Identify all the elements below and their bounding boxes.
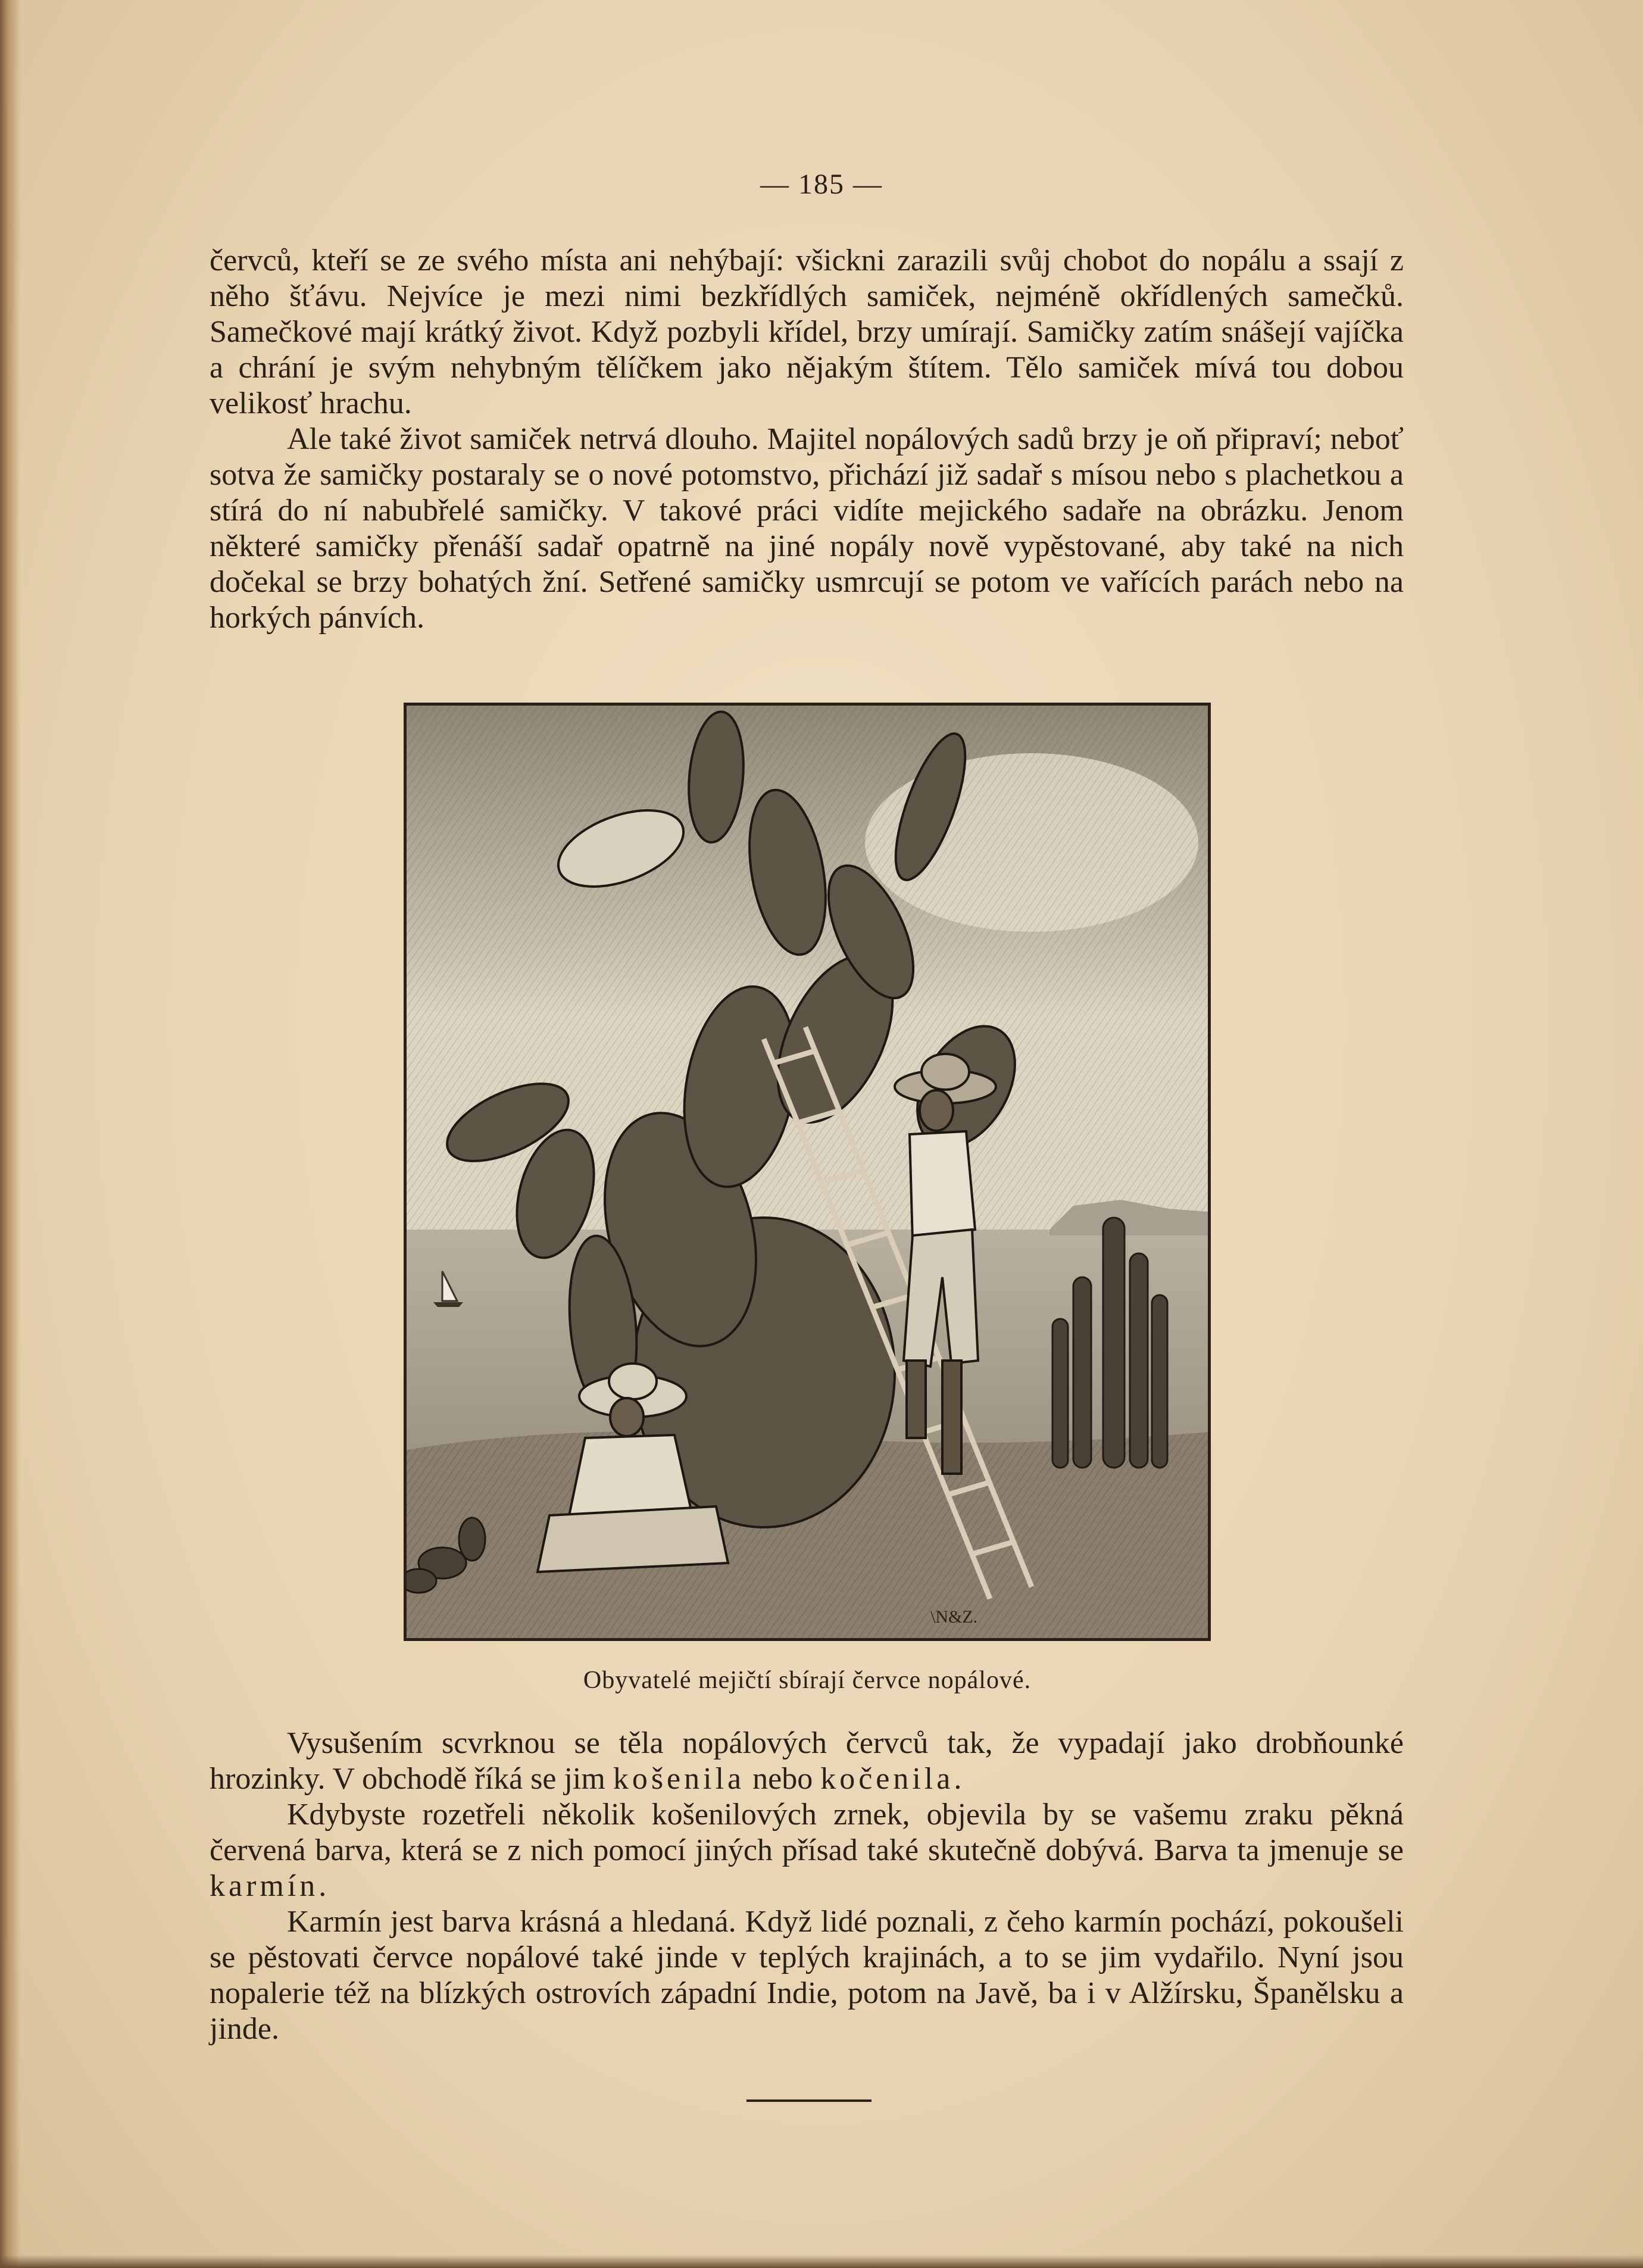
engraving-illustration (407, 706, 1208, 1638)
text-run: Kdybyste rozetřeli několik košenilových zrnek, objevila by se vašemu zraku pěkná červená barva, která se z nich pomocí jiných přísad také skutečně dobývá. Barva ta jmenuje se (210, 1798, 1404, 1867)
engraver-signature: \N&Z. (930, 1607, 978, 1627)
bottom-text-block (210, 1726, 1404, 2047)
text-run: . (954, 1762, 962, 1796)
paragraph-cultivation: Karmín jest barva krásná a hledaná. Když lidé poznali, z čeho karmín pochází, pokoušeli se pěstovati červce nopálové také jinde v teplých krajinách, a to se jim vydařilo. Nyní jsou nopalerie též na blízkých ostrovích západní Indie, potom na Javě, ba i v Alžírsku, Španělsku a jinde. (210, 1905, 1404, 2046)
paragraph-harvest: Ale také život samiček netrvá dlouho. Majitel nopálových sadů brzy je oň připraví; neboť sotva že samičky postaraly se o nové potomstvo, přichází již sadař s mísou nebo s plachetkou a stírá do ní nabubřelé samičky. V takové práci vidíte mejického sadaře na obrázku. Jenom některé samičky přenáší sadař opatrně na jiné nopály nově vypěstované, aby také na nich dočekal se brzy bohatých žní. Setřené samičky usmrcují se potom ve vařících parách nebo na horkých pánvích. (210, 422, 1404, 635)
text-run: Vysušením scvrknou se těla nopálových červců tak, že vypadají jako drobňounké hrozinky. V obchodě říká se jim (210, 1726, 1404, 1796)
term-karmin: karmín (210, 1869, 319, 1903)
term-kocenila: kočenila (820, 1762, 954, 1796)
page-bottom-edge (0, 2255, 1643, 2268)
page-number: — 185 — (760, 169, 883, 200)
text-run: . (318, 1869, 327, 1903)
illustration-cactus-harvest (404, 703, 1211, 1641)
figure-caption: Obyvatelé mejičtí sbírají červce nopálové. (583, 1667, 1032, 1694)
text-run: nebo (752, 1762, 813, 1796)
paragraph-color (210, 1797, 1404, 1904)
paragraph-continued: červců, kteří se ze svého místa ani nehýbají: všickni zarazili svůj chobot do nopálu a ssají z něho šťávu. Nejvíce je mezi nimi bezkřídlých samiček, nejméně okřídlených samečků. Samečkové mají krátký život. Když pozbyli křídel, brzy umírají. Samičky zatím snášejí vajíčka a chrání je svým nehybným tělíčkem jako nějakým štítem. Tělo samiček mívá tou dobou velikosť hrachu. (210, 244, 1404, 420)
top-text-block (210, 243, 1404, 636)
book-spine-shadow (0, 0, 20, 2268)
term-kosenila: košenila (613, 1762, 745, 1796)
paragraph-cochineal (210, 1726, 1404, 1797)
closing-rule (746, 2099, 872, 2102)
